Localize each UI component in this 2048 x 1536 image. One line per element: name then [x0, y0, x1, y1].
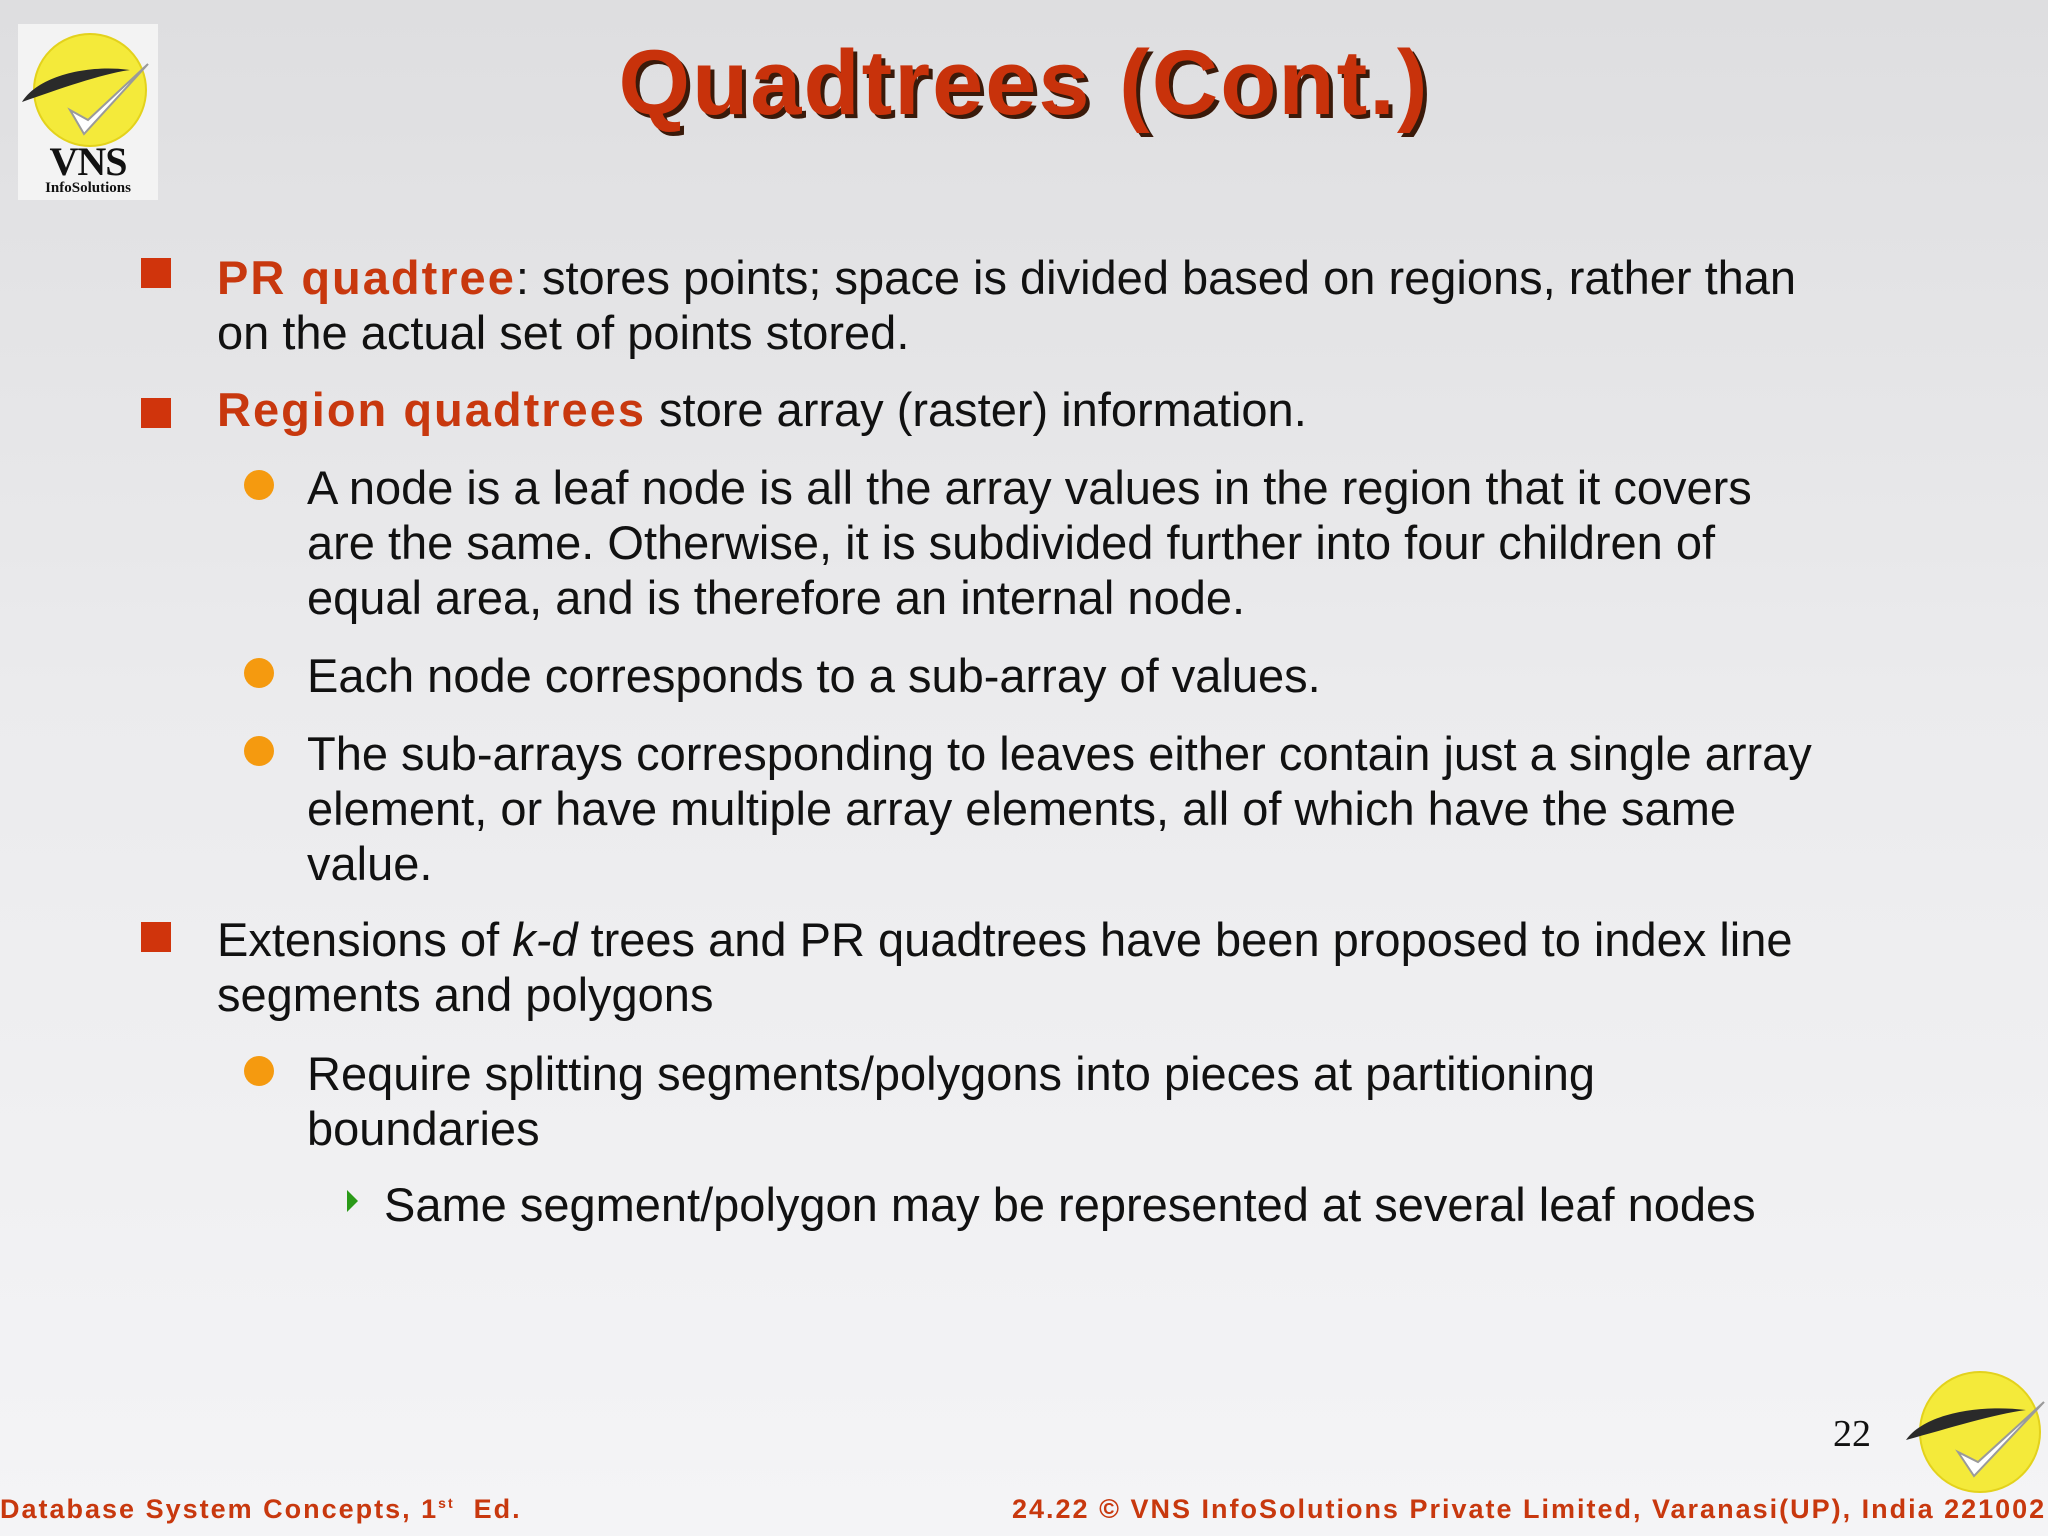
bullet-text: : stores points; space is divided based on regions, rather than on the actual set of points stored.	[217, 251, 1797, 359]
bullet-text: trees and PR quadtrees have been proposed to index line segments and polygons	[217, 913, 1793, 1021]
footer-left-end: Ed.	[454, 1494, 522, 1524]
vns-logo-small-icon	[1898, 1368, 2048, 1498]
sub-sub-bullet-item: Same segment/polygon may be represented at several leaf nodes	[384, 1178, 1756, 1231]
logo-subtitle: InfoSolutions	[45, 180, 131, 196]
footer-book-title	[0, 1494, 522, 1525]
bullet-item	[217, 382, 1797, 437]
italic-term: k-d	[512, 913, 578, 966]
bullet-text: store array (raster) information.	[645, 383, 1307, 436]
footer-copyright: 24.22 © VNS InfoSolutions Private Limited, Varanasi(UP), India 221002	[1012, 1494, 2047, 1524]
page-number: 22	[1833, 1413, 1871, 1455]
bullet-item	[217, 912, 1797, 1022]
square-bullet-icon	[141, 922, 171, 952]
sub-bullet-item: A node is a leaf node is all the array values in the region that it covers are the same. Otherwise, it is subdivided further into four children of equal area, and is therefore an internal node.	[307, 461, 1752, 624]
term-highlight: PR quadtree	[217, 251, 516, 304]
circle-bullet-icon	[244, 1056, 274, 1086]
circle-bullet-icon	[244, 736, 274, 766]
footer-left-sup: st	[438, 1495, 455, 1511]
footer-left-text: Database System Concepts, 1	[0, 1494, 439, 1524]
bullet-text: Extensions of	[217, 913, 513, 966]
circle-bullet-icon	[244, 658, 274, 688]
square-bullet-icon	[141, 258, 171, 288]
circle-bullet-icon	[244, 470, 274, 500]
logo-brand: VNS	[49, 139, 127, 184]
triangle-bullet-icon	[347, 1190, 358, 1212]
sub-bullet-item: Each node corresponds to a sub-array of values.	[307, 649, 1321, 702]
sub-bullet-item: Require splitting segments/polygons into pieces at partitioning boundaries	[307, 1047, 1596, 1155]
square-bullet-icon	[141, 398, 171, 428]
slide-title: Quadtrees (Cont.)	[618, 32, 1430, 134]
sub-bullet-item: The sub-arrays corresponding to leaves either contain just a single array element, or have multiple array elements, all of which have the same value.	[307, 727, 1812, 890]
term-highlight: Region quadtrees	[217, 383, 646, 436]
bullet-item	[217, 250, 1797, 360]
